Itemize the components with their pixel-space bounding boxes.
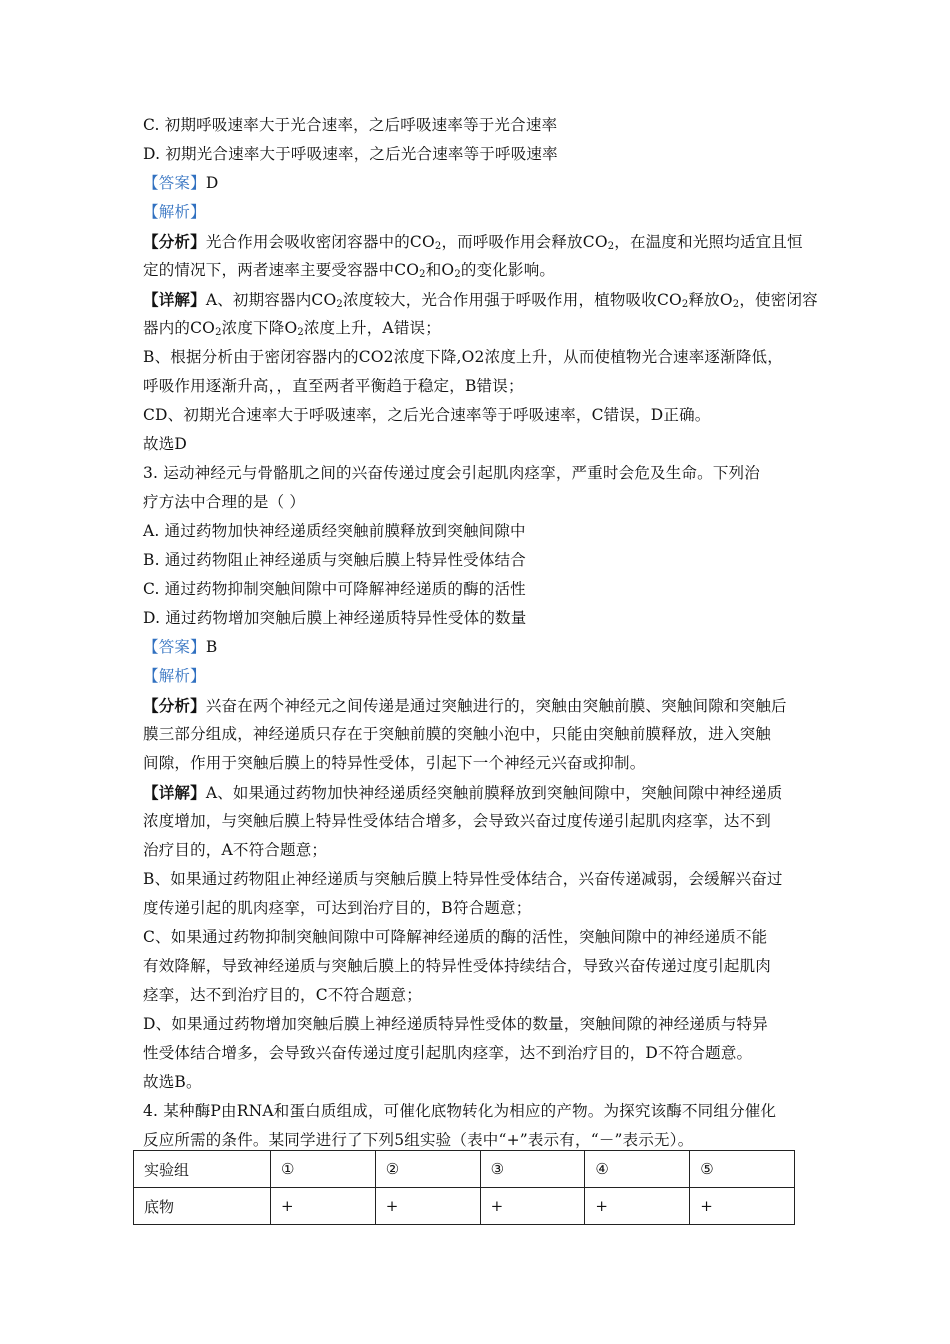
answer-tag: 【答案】: [143, 174, 206, 192]
text-run: A、如果通过药物加快神经递质经突触前膜释放到突触间隙中，突触间隙中神经递质: [205, 784, 783, 802]
table-row: [134, 1188, 795, 1225]
subscript: 2: [434, 241, 442, 252]
q2-detail-line-3: B、根据分析由于密闭容器内的CO2浓度下降,O2浓度上升，从而使植物光合速率逐渐降低，: [143, 348, 783, 366]
text-run: 器内的CO: [143, 319, 216, 337]
q3-detail-line-1: [143, 778, 823, 807]
answer-value: B: [205, 638, 218, 656]
q3-answer: [143, 633, 823, 662]
text-run: 浓度上升，A错误；: [303, 319, 441, 337]
analysis-tag: 【解析】: [143, 203, 206, 221]
xiangjie-tag: 【详解】: [143, 783, 206, 802]
q3-detail-line-2: 浓度增加，与突触后膜上特异性受体结合增多，会导致兴奋过度传递引起肌肉痉挛，达不到: [143, 812, 772, 830]
table-cell: ③: [480, 1151, 585, 1188]
text-run: 兴奋在两个神经元之间传递是通过突触进行的，突触由突触前膜、突触间隙和突触后: [205, 697, 787, 715]
q3-option-a: A. 通过药物加快神经递质经突触前膜释放到突触间隙中: [143, 522, 526, 540]
table-cell: +: [271, 1188, 376, 1225]
q4-stem-line-2: 反应所需的条件。某同学进行了下列5组实验（表中“+”表示有，“－”表示无）。: [143, 1131, 694, 1149]
table-cell: 底物: [134, 1188, 271, 1225]
q3-fenxi-line-3: 间隙，作用于突触后膜上的特异性受体，引起下一个神经元兴奋或抑制。: [143, 754, 646, 772]
fenxi-tag: 【分析】: [143, 232, 206, 251]
text-run: A、初期容器内CO: [205, 291, 337, 309]
table-cell: ⑤: [690, 1151, 795, 1188]
q3-detail-line-9: D、如果通过药物增加突触后膜上神经递质特异性受体的数量，突触间隙的神经递质与特异: [143, 1015, 768, 1033]
subscript: 2: [297, 327, 304, 338]
table-cell: 实验组: [134, 1151, 271, 1188]
subscript: 2: [215, 327, 222, 338]
q3-detail-line-7: 有效降解，导致神经递质与突触后膜上的特异性受体持续结合，导致兴奋传递过度引起肌肉: [143, 957, 772, 975]
experiment-table: [133, 1150, 795, 1225]
answer-tag: 【答案】: [143, 638, 206, 656]
subscript: 2: [732, 299, 740, 310]
text-run: 释放O: [688, 291, 733, 309]
text-run: 的变化影响。: [460, 261, 556, 279]
q2-fenxi-line-2: [143, 256, 823, 285]
text-run: 光合作用会吸收密闭容器中的CO: [205, 233, 435, 251]
q2-fenxi-line-1: [143, 227, 823, 256]
xiangjie-tag: 【详解】: [143, 290, 206, 309]
q3-option-c: C. 通过药物抑制突触间隙中可降解神经递质的酶的活性: [143, 580, 526, 598]
subscript: 2: [336, 299, 343, 310]
table-cell: +: [480, 1188, 585, 1225]
fenxi-tag: 【分析】: [143, 696, 206, 715]
subscript: 2: [419, 269, 426, 280]
text-run: 定的情况下，两者速率主要受容器中CO: [143, 261, 420, 279]
subscript: 2: [454, 269, 461, 280]
q3-detail-line-4: B、如果通过药物阻止神经递质与突触后膜上特异性受体结合，兴奋传递减弱，会缓解兴奋过: [143, 870, 783, 888]
q3-detail-line-10: 性受体结合增多，会导致兴奋传递过度引起肌肉痉挛，达不到治疗目的，D不符合题意。: [143, 1044, 753, 1062]
q2-detail-line-1: [143, 285, 823, 314]
q3-option-b: B. 通过药物阻止神经递质与突触后膜上特异性受体结合: [143, 551, 526, 569]
subscript: 2: [607, 241, 615, 252]
q4-stem-line-1: 4. 某种酶P由RNA和蛋白质组成，可催化底物转化为相应的产物。为探究该酶不同组分催化: [143, 1102, 777, 1120]
text-run: ，在温度和光照均适宜且恒: [614, 233, 803, 251]
q3-stem-line-2: 疗方法中合理的是（ ）: [143, 493, 306, 511]
text-run: 浓度下降O: [221, 319, 298, 337]
q3-analysis-tag: [143, 662, 823, 691]
text-run: ，使密闭容: [739, 291, 818, 309]
q3-detail-line-6: C、如果通过药物抑制突触间隙中可降解神经递质的酶的活性，突触间隙中的神经递质不能: [143, 928, 768, 946]
q2-conclusion: 故选D: [143, 435, 188, 453]
q2-detail-line-5: CD、初期光合速率大于呼吸速率，之后光合速率等于呼吸速率，C错误，D正确。: [143, 406, 711, 424]
table-cell: ①: [271, 1151, 376, 1188]
table-cell: +: [690, 1188, 795, 1225]
q3-stem-line-1: 3. 运动神经元与骨骼肌之间的兴奋传递过度会引起肌肉痉挛，严重时会危及生命。下列治: [143, 464, 760, 482]
table-cell: ④: [585, 1151, 690, 1188]
q2-analysis-tag: [143, 198, 823, 227]
q3-detail-line-3: 治疗目的，A不符合题意；: [143, 841, 328, 859]
q3-option-d: D. 通过药物增加突触后膜上神经递质特异性受体的数量: [143, 609, 527, 627]
analysis-tag: 【解析】: [143, 667, 206, 685]
q3-conclusion: 故选B。: [143, 1073, 202, 1091]
table-cell: ②: [375, 1151, 480, 1188]
table-cell: +: [375, 1188, 480, 1225]
text-run: 浓度较大，光合作用强于呼吸作用，植物吸收CO: [342, 291, 682, 309]
subscript: 2: [681, 299, 689, 310]
text-run: ，而呼吸作用会释放CO: [441, 233, 608, 251]
q3-detail-line-8: 痉挛，达不到治疗目的，C不符合题意；: [143, 986, 422, 1004]
table-cell: +: [585, 1188, 690, 1225]
q2-detail-line-2: [143, 314, 823, 343]
q3-fenxi-line-1: [143, 691, 823, 720]
q2-option-d: D. 初期光合速率大于呼吸速率，之后光合速率等于呼吸速率: [143, 145, 558, 163]
table-header-row: [134, 1151, 795, 1188]
text-run: 和O: [425, 261, 455, 279]
q2-option-c: C. 初期呼吸速率大于光合速率，之后呼吸速率等于光合速率: [143, 116, 558, 134]
q3-fenxi-line-2: 膜三部分组成，神经递质只存在于突触前膜的突触小泡中，只能由突触前膜释放，进入突触: [143, 725, 772, 743]
answer-value: D: [205, 174, 219, 192]
text-column: [143, 111, 823, 1155]
q3-detail-line-5: 度传递引起的肌肉痉挛，可达到治疗目的，B符合题意；: [143, 899, 532, 917]
q2-detail-line-4: 呼吸作用逐渐升高，，直至两者平衡趋于稳定，B错误；: [143, 377, 524, 395]
q2-answer: [143, 169, 823, 198]
